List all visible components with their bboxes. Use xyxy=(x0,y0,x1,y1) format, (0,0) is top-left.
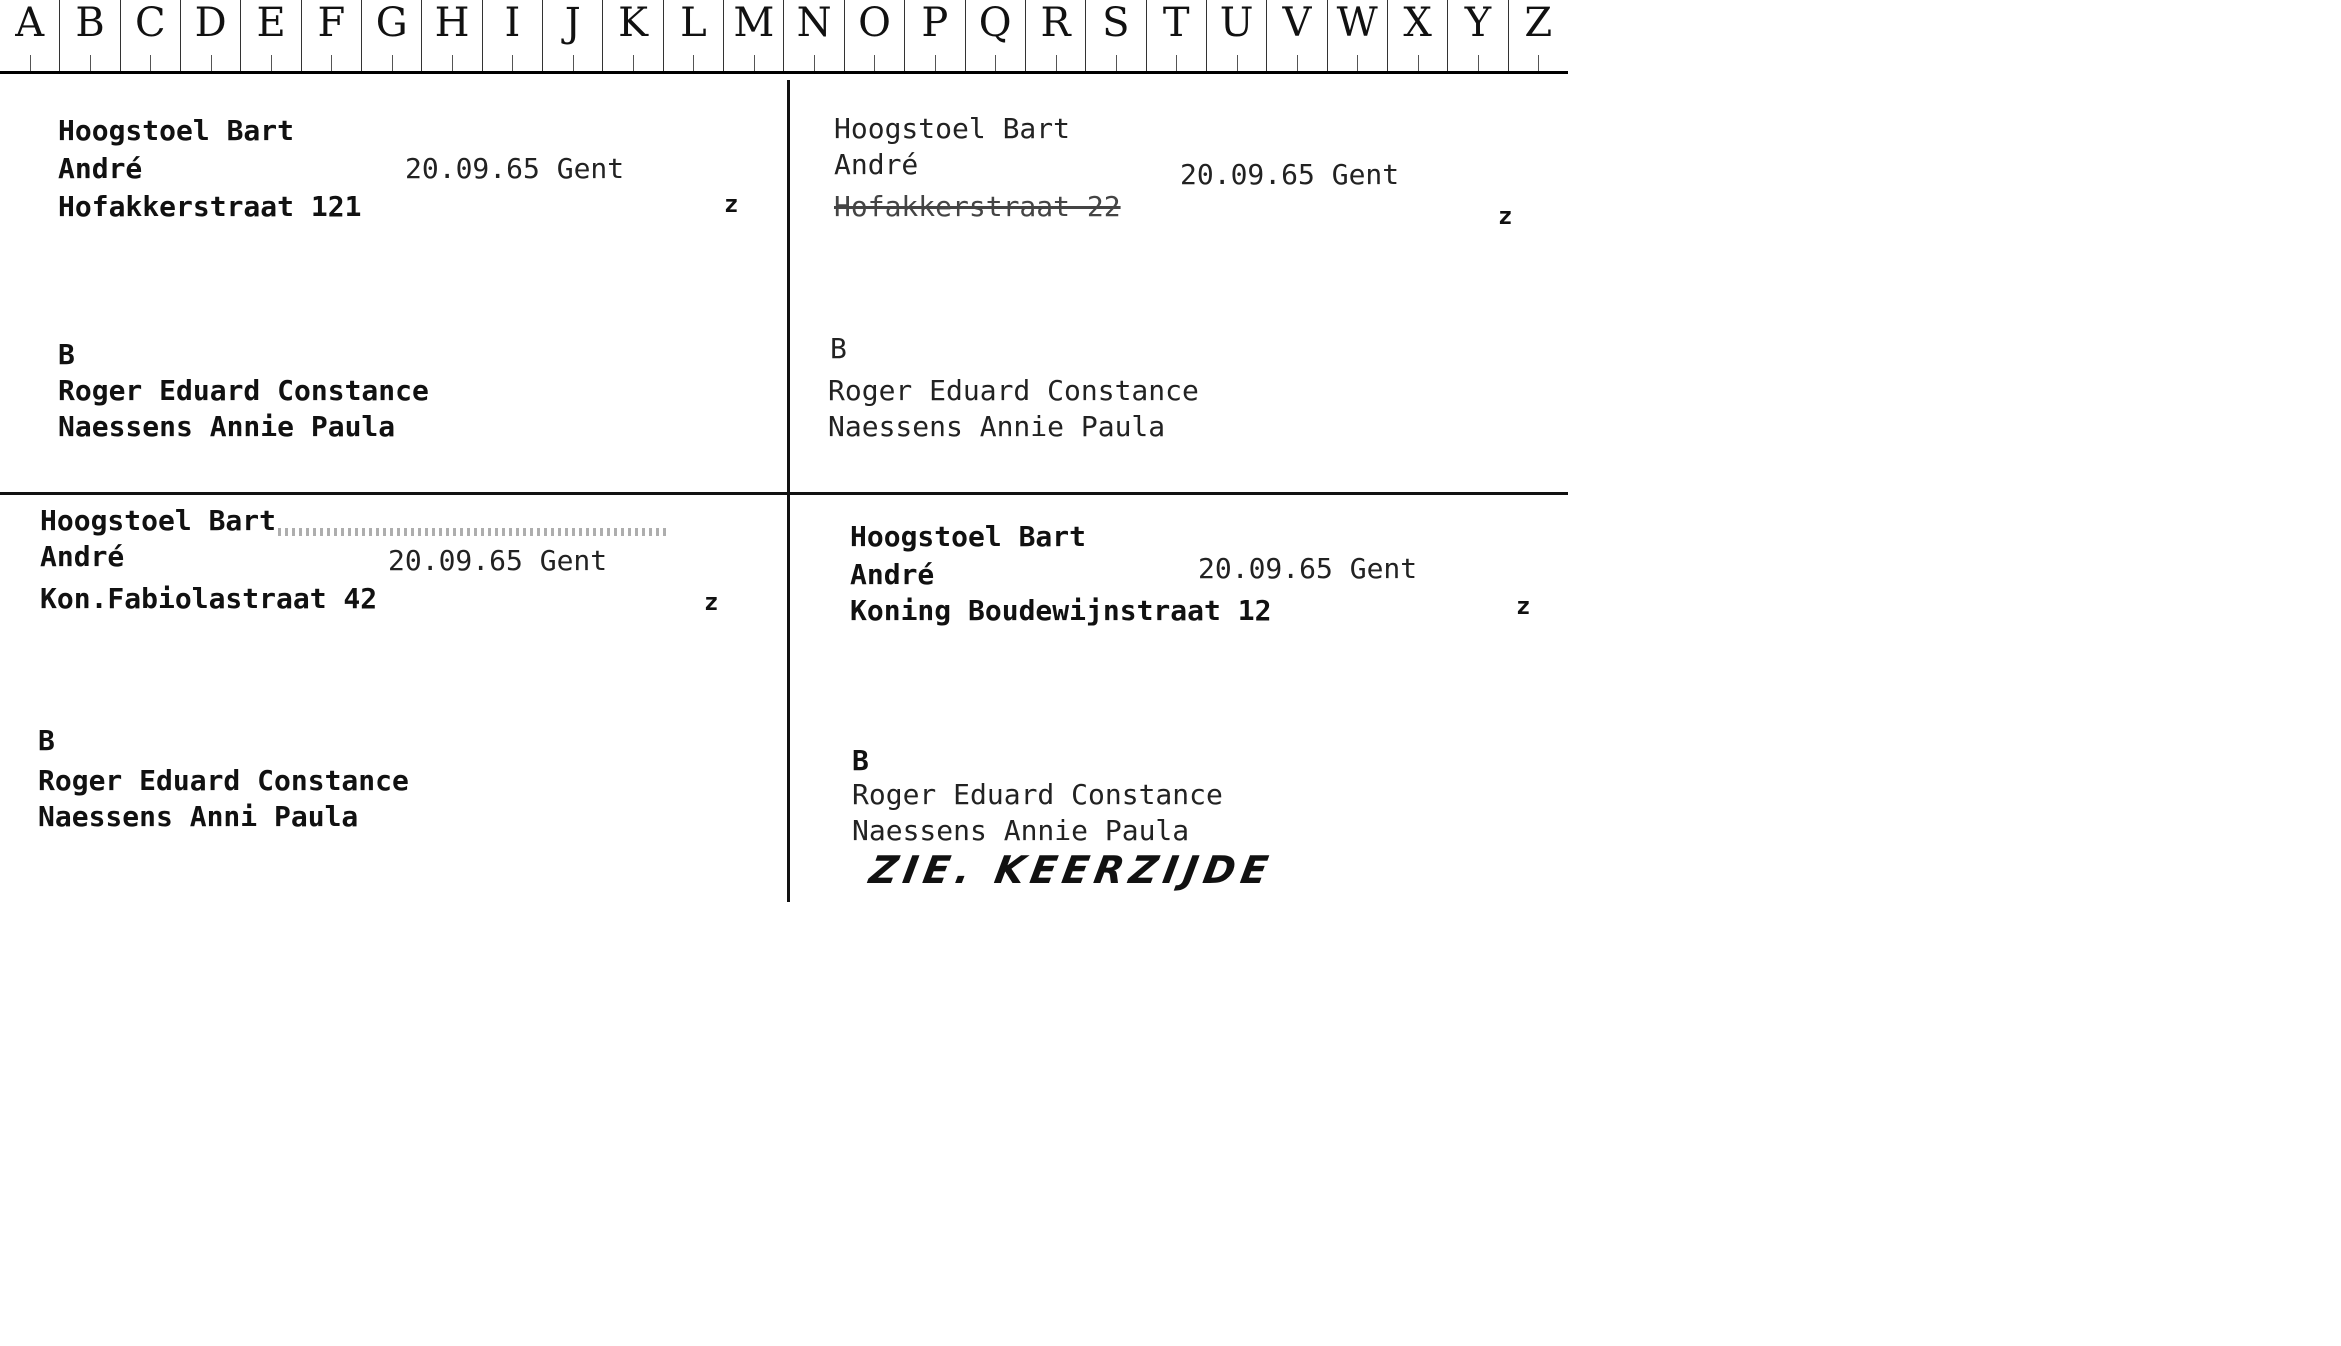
index-letter[interactable]: H xyxy=(421,0,481,71)
index-letter[interactable]: Z xyxy=(1508,0,1568,71)
card-name: Hoogstoel Bart xyxy=(834,112,1071,145)
scan-noise xyxy=(278,528,668,536)
index-letter[interactable]: F xyxy=(301,0,361,71)
card-status: B xyxy=(852,744,869,777)
card-father: Roger Eduard Constance xyxy=(828,374,1199,407)
card-status: B xyxy=(38,724,55,757)
alphabet-index-bar xyxy=(0,0,1568,74)
card-mark: z xyxy=(704,588,719,616)
index-letter[interactable]: O xyxy=(844,0,904,71)
card-mark: z xyxy=(724,190,739,218)
card-address: Koning Boudewijnstraat 12 xyxy=(850,594,1272,627)
card-father: Roger Eduard Constance xyxy=(58,374,429,407)
index-letter[interactable]: X xyxy=(1387,0,1447,71)
card-given-name: André xyxy=(834,148,919,181)
index-letter[interactable]: D xyxy=(180,0,240,71)
index-letter[interactable]: V xyxy=(1266,0,1326,71)
index-letter[interactable]: I xyxy=(482,0,542,71)
card-mother: Naessens Annie Paula xyxy=(852,814,1190,847)
record-card-bottom-left xyxy=(0,496,786,902)
record-card-top-left xyxy=(0,78,786,490)
index-letter[interactable]: W xyxy=(1327,0,1387,71)
card-birth: 20.09.65 Gent xyxy=(1198,552,1418,585)
card-mark: z xyxy=(1498,202,1513,230)
index-letter[interactable]: C xyxy=(120,0,180,71)
card-name: Hoogstoel Bart xyxy=(58,114,295,147)
card-divider-horizontal xyxy=(0,492,1568,495)
card-given-name: André xyxy=(850,558,935,591)
card-birth: 20.09.65 Gent xyxy=(388,544,608,577)
index-letter[interactable]: Q xyxy=(965,0,1025,71)
index-letter[interactable]: E xyxy=(240,0,300,71)
card-given-name: André xyxy=(40,540,125,573)
index-letter[interactable]: L xyxy=(663,0,723,71)
index-letter[interactable]: S xyxy=(1085,0,1145,71)
record-card-top-right xyxy=(790,78,1568,490)
index-letter[interactable]: A xyxy=(0,0,59,71)
card-father: Roger Eduard Constance xyxy=(852,778,1223,811)
card-name: Hoogstoel Bart xyxy=(40,504,277,537)
card-birth: 20.09.65 Gent xyxy=(405,152,625,185)
index-letter[interactable]: J xyxy=(542,0,602,71)
card-status: B xyxy=(58,338,75,371)
card-mother: Naessens Annie Paula xyxy=(58,410,396,443)
card-mother: Naessens Anni Paula xyxy=(38,800,359,833)
card-birth: 20.09.65 Gent xyxy=(1180,158,1400,191)
index-letter[interactable]: M xyxy=(723,0,783,71)
card-address-struck: Hofakkerstraat 22 xyxy=(834,190,1121,223)
card-address: Hofakkerstraat 121 xyxy=(58,190,362,223)
card-father: Roger Eduard Constance xyxy=(38,764,409,797)
record-card-bottom-right xyxy=(790,496,1568,902)
index-letter[interactable]: Y xyxy=(1447,0,1507,71)
index-letter[interactable]: U xyxy=(1206,0,1266,71)
card-name: Hoogstoel Bart xyxy=(850,520,1087,553)
card-address: Kon.Fabiolastraat 42 xyxy=(40,582,378,615)
card-mother: Naessens Annie Paula xyxy=(828,410,1166,443)
index-letter[interactable]: R xyxy=(1025,0,1085,71)
handwritten-note: ZIE. KEERZIJDE xyxy=(866,848,1278,892)
card-mark: z xyxy=(1516,592,1531,620)
index-letter[interactable]: K xyxy=(602,0,662,71)
index-letter[interactable]: B xyxy=(59,0,119,71)
card-given-name: André xyxy=(58,152,143,185)
index-letter[interactable]: G xyxy=(361,0,421,71)
card-status: B xyxy=(830,332,847,365)
index-letter[interactable]: N xyxy=(783,0,843,71)
index-letter[interactable]: P xyxy=(904,0,964,71)
index-letter[interactable]: T xyxy=(1146,0,1206,71)
